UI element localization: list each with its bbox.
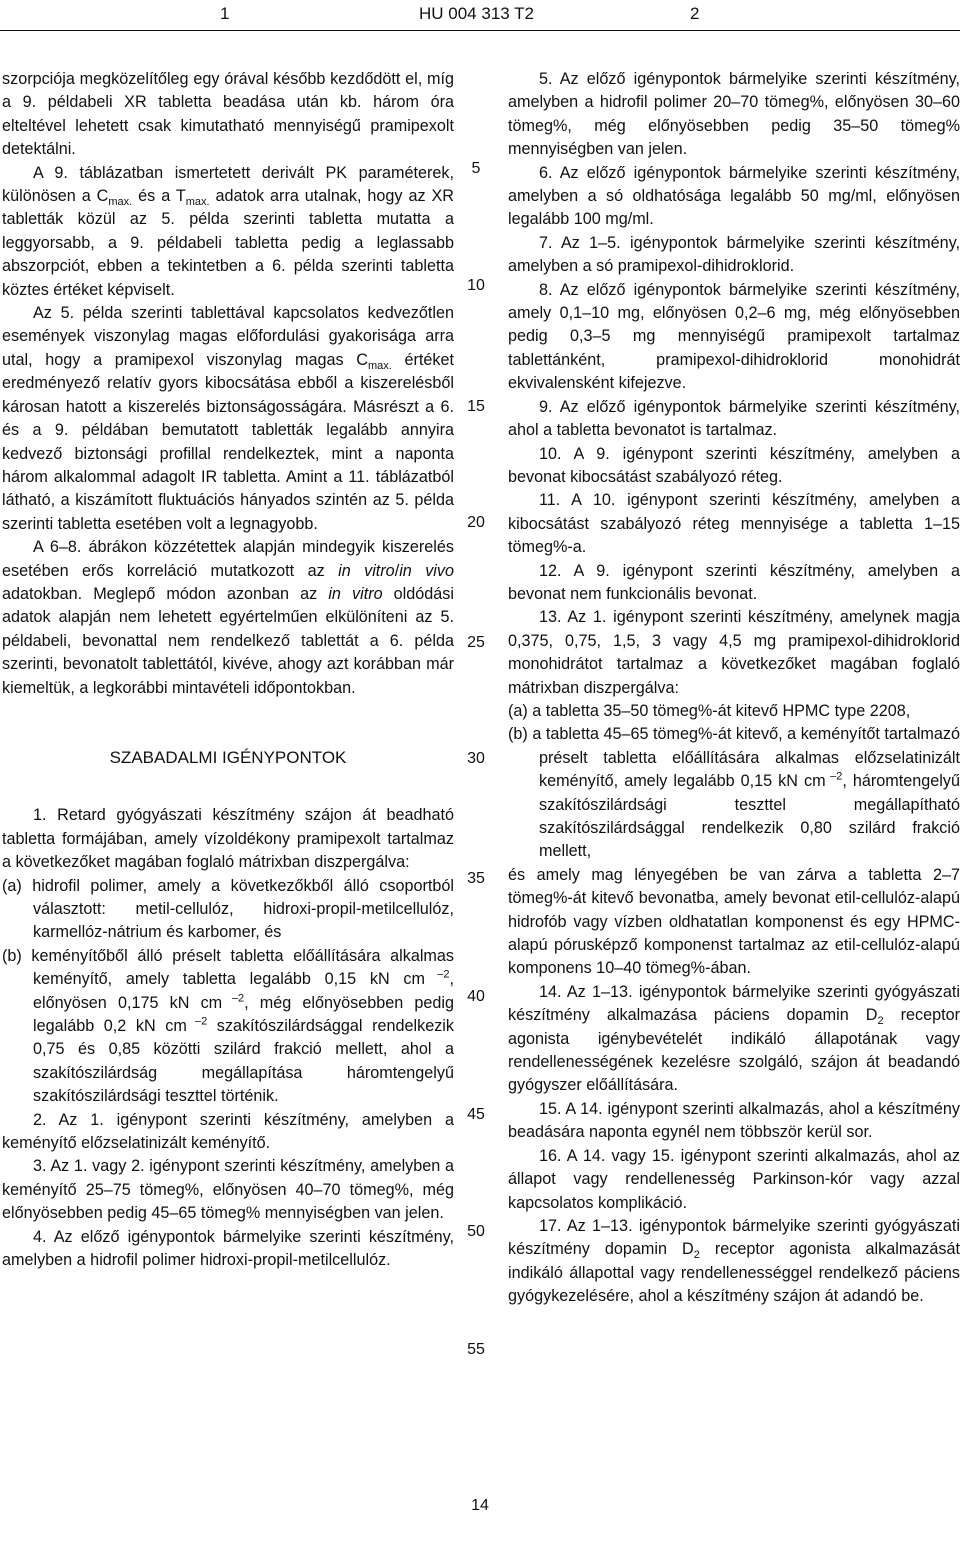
claim: 15. A 14. igénypont szerinti alkalmazás, ahol a készítmény beadására naponta egynél nem többször kerül sor.: [508, 1099, 960, 1142]
document-id: HU 004 313 T2: [419, 4, 534, 23]
claim: 9. Az előző igénypontok bármelyike szerinti készítmény, ahol a tabletta bevonatot is tartalmaz.: [508, 397, 960, 440]
claim: 7. Az 1–5. igénypontok bármelyike szerinti készítmény, amelyben a só pramipexol-dihidroklorid.: [508, 233, 960, 276]
claim: 14. Az 1–13. igénypontok bármelyike szerinti gyógyászati készítmény alkalmazása páciens dopamin $D_2$ receptor agonista igénybevételét indikáló állapotának vagy rendellenességének kezelésre szolgáló, szájon át beadandó gyógyszer előállítására.: [508, 982, 960, 1095]
paragraph: A 6–8. ábrákon közzétettek alapján mindegyik kiszerelés esetében erős korreláció mutatkozott az in vitro/in vivo adatokban. Meglepő módon azonban az in vitro oldódási adatok alapján nem lehetett egyértelműen elkülöníteni az 5. példabeli, bevonattal nem rendelkező tablettát a 6. példa szerinti, bevonatolt tablettától, kivéve, ahogy azt korábban már kiemeltük, a legkorábbi mintavételi időpontokban.: [2, 538, 454, 697]
claim: 8. Az előző igénypontok bármelyike szerinti készítmény, amely 0,1–10 mg, előnyösen 0,2–6 mg, még előnyösebben pedig 0,3–5 mg mennyiségű pramipexolt tartalmaz tablettánként, pramipexol-dihidroklorid monohidrát ekvivalensként kifejezve.: [508, 280, 960, 393]
page-number-footer: 14: [471, 1497, 489, 1514]
claim: 2. Az 1. igénypont szerinti készítmény, amelyben a keményítő előzselatinizált keményítő.: [2, 1110, 454, 1153]
claim-subitem: (a) hidrofil polimer, amely a következőkből álló csoportból választott: metil-cellulóz, hidroxi-propil-metilcellulóz, karmellóz-nátrium és karbomer, és: [2, 876, 454, 942]
right-column: [508, 68, 960, 1309]
line-number: 55: [467, 1341, 485, 1358]
line-number: 15: [467, 398, 485, 415]
line-number: 35: [467, 870, 485, 887]
paragraph: Az 5. példa szerinti tablettával kapcsolatos kedvezőtlen események viszonylag magas előfordulási gyakorisága arra utal, hogy a pramipexol viszonylag magas $C_{max.}$ értéket eredményező relatív gyors kibocsátása ebből a kiszerelésből károsan hatott a kiszerelés biztonságosságára. Másrészt a 6. és a 9. példában bemutatott tabletták legalább annyira kedvező biztonsági profillal rendelkeztek, mint a naponta három alkalommal adagolt IR tabletta. Amint a 11. táblázatból látható, a kiszámított fluktuációs hányados szintén az 5. példa szerinti tabletta esetében volt a legnagyobb.: [2, 304, 454, 533]
claim-subitem: (b) a tabletta 45–65 tömeg%-át kitevő, a keményítőt tartalmazó préselt tabletta előállítására alkalmas előzselatinizált keményítő, amely legalább 0,15 kN cm $^{-2}$, háromtengelyű szakítószilárdsági teszttel megállapítható szakítószilárdsággal rendelkezik 0,80 szilárd frakció mellett,: [508, 725, 960, 861]
line-number: 50: [467, 1223, 485, 1240]
claim: 10. A 9. igénypont szerinti készítmény, amelyben a bevonat kibocsátást szabályozó réteg.: [508, 444, 960, 486]
line-number: 45: [467, 1106, 485, 1123]
line-number: 25: [467, 634, 485, 651]
line-number: 30: [467, 750, 485, 767]
claim: 1. Retard gyógyászati készítmény szájon át beadható tabletta formájában, amely vízoldékony pramipexolt tartalmaz a következőket magában foglaló mátrixban diszpergálva:: [2, 806, 454, 872]
claim-subitem: (b) keményítőből álló préselt tabletta előállítására alkalmas keményítő, amely tabletta legalább 0,15 kN cm $^{-2}$, előnyösen 0,175 kN cm $^{-2}$, még előnyösebben pedig legalább 0,2 kN cm $^{-2}$ szakítószilárdsággal rendelkezik 0,75 és 0,85 közötti szilárd frakció mellett, ahol a szakítószilárdság megállapítása háromtengelyű szakítószilárdsági teszttel történik.: [2, 946, 455, 1106]
claim: 5. Az előző igénypontok bármelyike szerinti készítmény, amelyben a hidrofil polimer 20–70 tömeg%, előnyösen 30–60 tömeg%, még előnyösebben pedig 35–50 tömeg% mennyiségben van jelen.: [508, 70, 960, 159]
page-header: [0, 4, 960, 28]
claim: 4. Az előző igénypontok bármelyike szerinti készítmény, amelyben a hidrofil polimer hidroxi-propil-metilcellulóz.: [2, 1227, 454, 1270]
claim-subitem: (a) a tabletta 35–50 tömeg%-át kitevő HPMC type 2208,: [508, 701, 911, 720]
header-rule: [0, 30, 960, 31]
line-number: 20: [467, 514, 485, 531]
line-number: 10: [467, 277, 485, 294]
right-page-number: 2: [690, 4, 700, 23]
line-number: 5: [471, 160, 481, 177]
line-number: 40: [467, 988, 485, 1005]
claim: 6. Az előző igénypontok bármelyike szerinti készítmény, amelyben a só oldhatósága legalább 50 mg/ml, előnyösen legalább 100 mg/ml.: [508, 163, 960, 229]
claim: 16. A 14. vagy 15. igénypont szerinti alkalmazás, ahol az állapot vagy rendellenesség Parkinson-kór vagy azzal kapcsolatos komplikáció.: [508, 1146, 960, 1212]
claim: 13. Az 1. igénypont szerinti készítmény, amelynek magja 0,375, 0,75, 1,5, 3 vagy 4,5 mg pramipexol-dihidroklorid monohidrátot tartalmaz a következőket magában foglaló mátrixban diszpergálva:: [508, 608, 960, 697]
left-column: [2, 68, 454, 1273]
claim: 3. Az 1. vagy 2. igénypont szerinti készítmény, amelyben a keményítő 25–75 tömeg%, előnyösen 40–70 tömeg%, még előnyösebben pedig 45–65 tömeg% mennyiségben van jelen.: [2, 1157, 454, 1223]
claim: 11. A 10. igénypont szerinti készítmény, amelyben a kibocsátást szabályozó réteg mennyisége a tabletta 1–15 tömeg%-a.: [508, 491, 960, 557]
left-page-number: 1: [220, 4, 230, 23]
claim: 17. Az 1–13. igénypontok bármelyike szerinti gyógyászati készítmény dopamin $D_2$ receptor agonista alkalmazását indikáló állapottal vagy rendellenességgel rendelkező páciens gyógykezelésére, ahol a készítmény szájon át adandó be.: [508, 1216, 960, 1306]
paragraph: és amely mag lényegében be van zárva a tabletta 2–7 tömeg%-át kitevő bevonatba, amely bevonat etil-cellulóz-alapú hidrofób vagy vízben oldhatatlan komponenst és egy HPMC-alapú pórusképző komponenst tartalmaz az etil-cellulóz-alapú komponens 10–40 tömeg%-ában.: [508, 865, 960, 978]
paragraph: A 9. táblázatban ismertetett derivált PK paraméterek, különösen a $C_{max.}$ és a $T_{max.}$ adatok arra utalnak, hogy az XR tabletták közül az 5. példa szerinti tabletta mutatta a leggyorsabb, a 9. példabeli tabletta pedig a leglassabb abszorpciót, ebben a tekintetben a 6. példa szerinti tabletta köztes értéket képviselt.: [2, 163, 454, 299]
paragraph: szorpciója megközelítőleg egy órával később kezdődött el, míg a 9. példabeli XR tabletta beadása után kb. három óra elteltével lehetett csak kimutatható mennyiségű pramipexolt detektálni.: [2, 70, 454, 159]
claim: 12. A 9. igénypont szerinti készítmény, amelyben a bevonat nem funkcionális bevonat.: [508, 561, 960, 603]
claims-heading: SZABADALMI IGÉNYPONTOK: [109, 747, 347, 767]
